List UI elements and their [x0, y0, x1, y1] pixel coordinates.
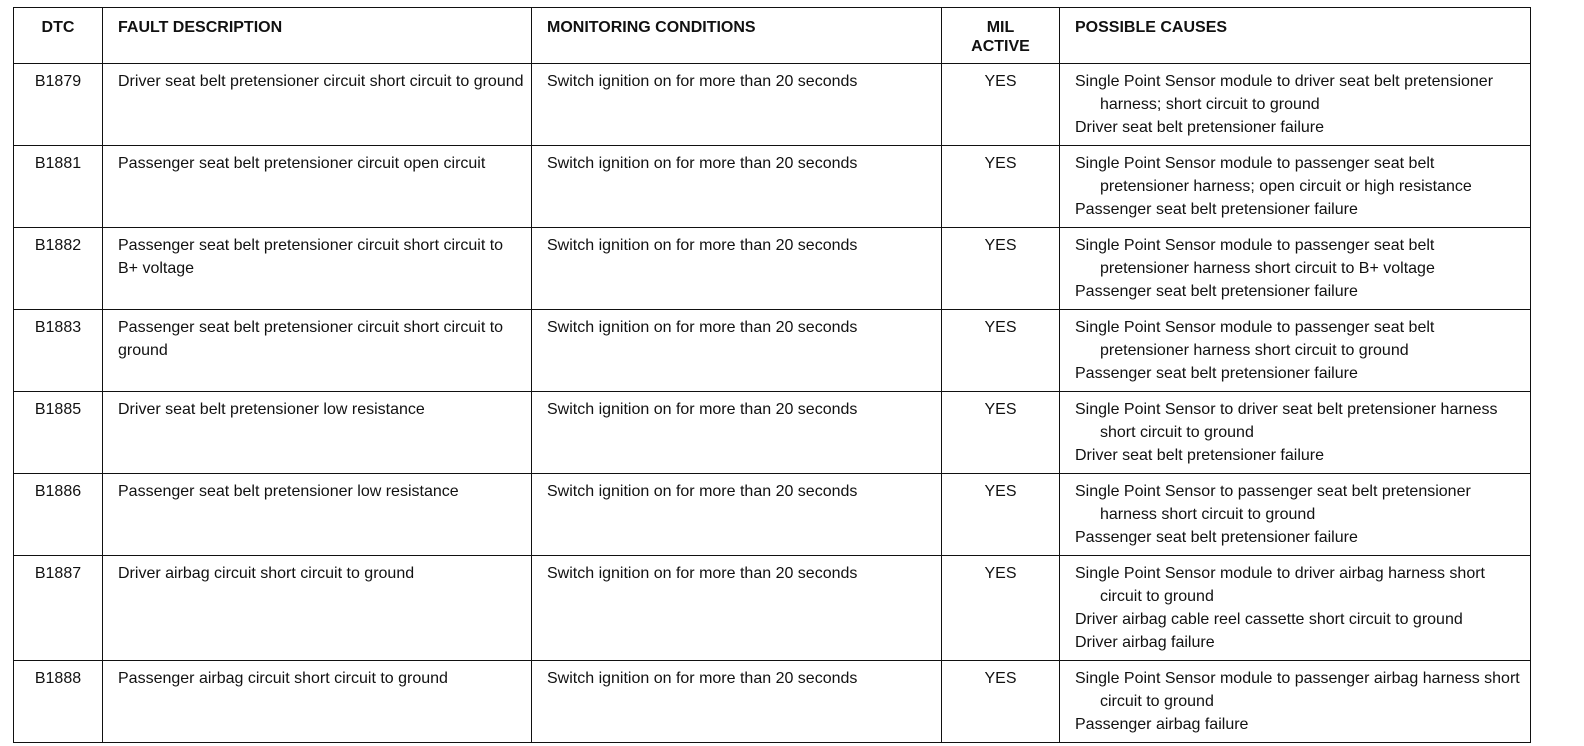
possible-causes [1060, 146, 1531, 228]
cause-item: Driver airbag cable reel cassette short circuit to ground [1075, 611, 1463, 628]
cause-item: Single Point Sensor to driver seat belt pretensioner harness short circuit to ground [1075, 401, 1498, 441]
monitoring-condition: Switch ignition on for more than 20 seconds [532, 556, 942, 661]
table-row [14, 228, 1531, 310]
monitoring-condition: Switch ignition on for more than 20 seconds [532, 310, 942, 392]
possible-causes [1060, 64, 1531, 146]
mil-active-value: YES [942, 64, 1060, 146]
cause-item: Passenger seat belt pretensioner failure [1075, 283, 1358, 300]
mil-active-value: YES [942, 146, 1060, 228]
monitoring-condition: Switch ignition on for more than 20 seconds [532, 64, 942, 146]
fault-description: Passenger seat belt pretensioner circuit short circuit to B+ voltage [103, 228, 532, 310]
cause-item: Driver seat belt pretensioner failure [1075, 447, 1325, 464]
cause-item: Passenger seat belt pretensioner failure [1075, 365, 1358, 382]
fault-description: Passenger seat belt pretensioner low resistance [103, 474, 532, 556]
dtc-code: B1882 [14, 228, 103, 310]
cause-item: Single Point Sensor module to passenger seat belt pretensioner harness short circuit to ground [1075, 319, 1435, 359]
possible-causes [1060, 661, 1531, 743]
dtc-table-sheet [13, 7, 1530, 743]
dtc-code: B1886 [14, 474, 103, 556]
possible-causes [1060, 392, 1531, 474]
dtc-code: B1887 [14, 556, 103, 661]
mil-active-value: YES [942, 310, 1060, 392]
cause-item: Driver airbag failure [1075, 634, 1215, 651]
possible-causes [1060, 228, 1531, 310]
cause-item: Single Point Sensor module to driver airbag harness short circuit to ground [1075, 565, 1485, 605]
cause-item: Single Point Sensor to passenger seat belt pretensioner harness short circuit to ground [1075, 483, 1471, 523]
dtc-table [13, 7, 1531, 743]
header-dtc: DTC [14, 8, 103, 64]
header-fault-description [103, 8, 532, 64]
monitoring-condition: Switch ignition on for more than 20 seconds [532, 392, 942, 474]
table-row [14, 310, 1531, 392]
cause-item: Driver seat belt pretensioner failure [1075, 119, 1325, 136]
table-row [14, 474, 1531, 556]
table-row [14, 556, 1531, 661]
cause-item: Single Point Sensor module to passenger seat belt pretensioner harness; open circuit or high resistance [1075, 155, 1472, 195]
cause-item: Passenger seat belt pretensioner failure [1075, 529, 1358, 546]
table-header-row [14, 8, 1531, 64]
cause-item: Single Point Sensor module to driver seat belt pretensioner harness; short circuit to ground [1075, 73, 1494, 113]
cause-item: Passenger seat belt pretensioner failure [1075, 201, 1358, 218]
monitoring-condition: Switch ignition on for more than 20 seconds [532, 474, 942, 556]
header-mil-line2: ACTIVE [971, 38, 1030, 55]
fault-description: Passenger seat belt pretensioner circuit open circuit [103, 146, 532, 228]
possible-causes [1060, 474, 1531, 556]
monitoring-condition: Switch ignition on for more than 20 seconds [532, 146, 942, 228]
fault-description: Driver airbag circuit short circuit to ground [103, 556, 532, 661]
dtc-code: B1883 [14, 310, 103, 392]
dtc-code: B1881 [14, 146, 103, 228]
header-possible-causes-label: POSSIBLE CAUSES [1075, 19, 1228, 36]
mil-active-value: YES [942, 556, 1060, 661]
mil-active-value: YES [942, 228, 1060, 310]
fault-description: Passenger seat belt pretensioner circuit short circuit to ground [103, 310, 532, 392]
mil-active-value: YES [942, 392, 1060, 474]
dtc-code: B1885 [14, 392, 103, 474]
monitoring-condition: Switch ignition on for more than 20 seconds [532, 228, 942, 310]
table-row [14, 392, 1531, 474]
header-possible-causes [1060, 8, 1531, 64]
table-row [14, 64, 1531, 146]
fault-description: Driver seat belt pretensioner circuit short circuit to ground [103, 64, 532, 146]
cause-item: Single Point Sensor module to passenger airbag harness short circuit to ground [1075, 670, 1520, 710]
table-row [14, 661, 1531, 743]
mil-active-value: YES [942, 661, 1060, 743]
possible-causes [1060, 310, 1531, 392]
header-mil-line1: MIL [986, 19, 1015, 36]
dtc-code: B1888 [14, 661, 103, 743]
header-mil-active [942, 8, 1060, 64]
fault-description: Driver seat belt pretensioner low resistance [103, 392, 532, 474]
cause-item: Single Point Sensor module to passenger seat belt pretensioner harness short circuit to B+ voltage [1075, 237, 1435, 277]
table-row [14, 146, 1531, 228]
header-monitoring-conditions [532, 8, 942, 64]
fault-description: Passenger airbag circuit short circuit to ground [103, 661, 532, 743]
header-fault-description-label: FAULT DESCRIPTION [118, 19, 283, 36]
monitoring-condition: Switch ignition on for more than 20 seconds [532, 661, 942, 743]
possible-causes [1060, 556, 1531, 661]
mil-active-value: YES [942, 474, 1060, 556]
dtc-code: B1879 [14, 64, 103, 146]
cause-item: Passenger airbag failure [1075, 716, 1249, 733]
header-monitoring-conditions-label: MONITORING CONDITIONS [547, 19, 756, 36]
